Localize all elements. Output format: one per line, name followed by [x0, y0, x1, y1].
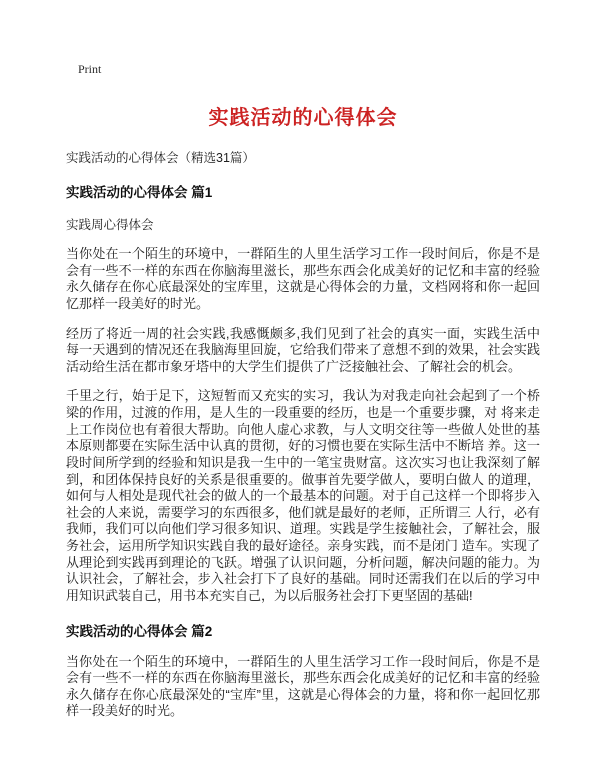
print-link[interactable]: Print	[78, 62, 102, 76]
section-heading-2: 实践活动的心得体会 篇2	[66, 623, 213, 639]
subtitle: 实践活动的心得体会（精选31篇）	[66, 151, 255, 165]
paragraph: 当你处在一个陌生的环境中，一群陌生的人里生活学习工作一段时间后，你是不是会有一些不一样的东西在你脑海里滋长，那些东西会化成美好的记忆和丰富的经验永久储存在你心底最深处的宝库里，这就是心得体会的力量，文档网将和你一起回忆那样一段美好的时光。	[66, 246, 540, 311]
paragraph: 千里之行，始于足下，这短暂而又充实的实习，我认为对我走向社会起到了一个桥梁的作用，过渡的作用，是人生的一段重要的经历，也是一个重要步骤，对 将来走上工作岗位也有着很大帮助。向他人虚心求教，与人文明交往等一些做人处世的基本原则都要在实际生活中认真的贯彻，好的习惯也要在实际生活中不断培 养。这一段时间所学到的经验和知识是我一生中的一笔宝贵财富。这次实习也让我深刻了解到，和团体保持良好的关系是很重要的。做事首先要学做人，要明白做人 的道理，如何与人相处是现代社会的做人的一个最基本的问题。对于自己这样一个即将步入社会的人来说，需要学习的东西很多，他们就是最好的老师，正所谓三 人行，必有我师，我们可以向他们学习很多知识、道理。实践是学生接触社会，了解社会，服务社会，运用所学知识实践自我的最好途径。亲身实践，而不是闭门 造车。实现了从理论到实践再到理论的飞跃。增强了认识问题，分析问题，解决问题的能力。为认识社会，了解社会，步入社会打下了良好的基础。同时还需我们在以后的学习中用知识武装自己，用书本充实自己，为以后服务社会打下更坚固的基础!	[66, 388, 540, 603]
paragraph: 经历了将近一周的社会实践,我感慨颇多,我们见到了社会的真实一面，实践生活中每一天遇到的情况还在我脑海里回旋，它给我们带来了意想不到的效果，社会实践活动给生活在都市象牙塔中的大学生们提供了广泛接触社会、了解社会的机会。	[66, 325, 540, 374]
paragraph: 当你处在一个陌生的环境中，一群陌生的人里生活学习工作一段时间后，你是不是会有一些不一样的东西在你脑海里滋长，那些东西会化成美好的记忆和丰富的经验永久储存在你心底最深处的“宝库”里，这就是心得体会的力量，将和你一起回忆那样一段美好的时光。	[66, 653, 540, 719]
section-intro: 实践周心得体会	[66, 218, 154, 232]
section-heading-1: 实践活动的心得体会 篇1	[66, 185, 213, 200]
page-title: 实践活动的心得体会	[208, 107, 398, 129]
